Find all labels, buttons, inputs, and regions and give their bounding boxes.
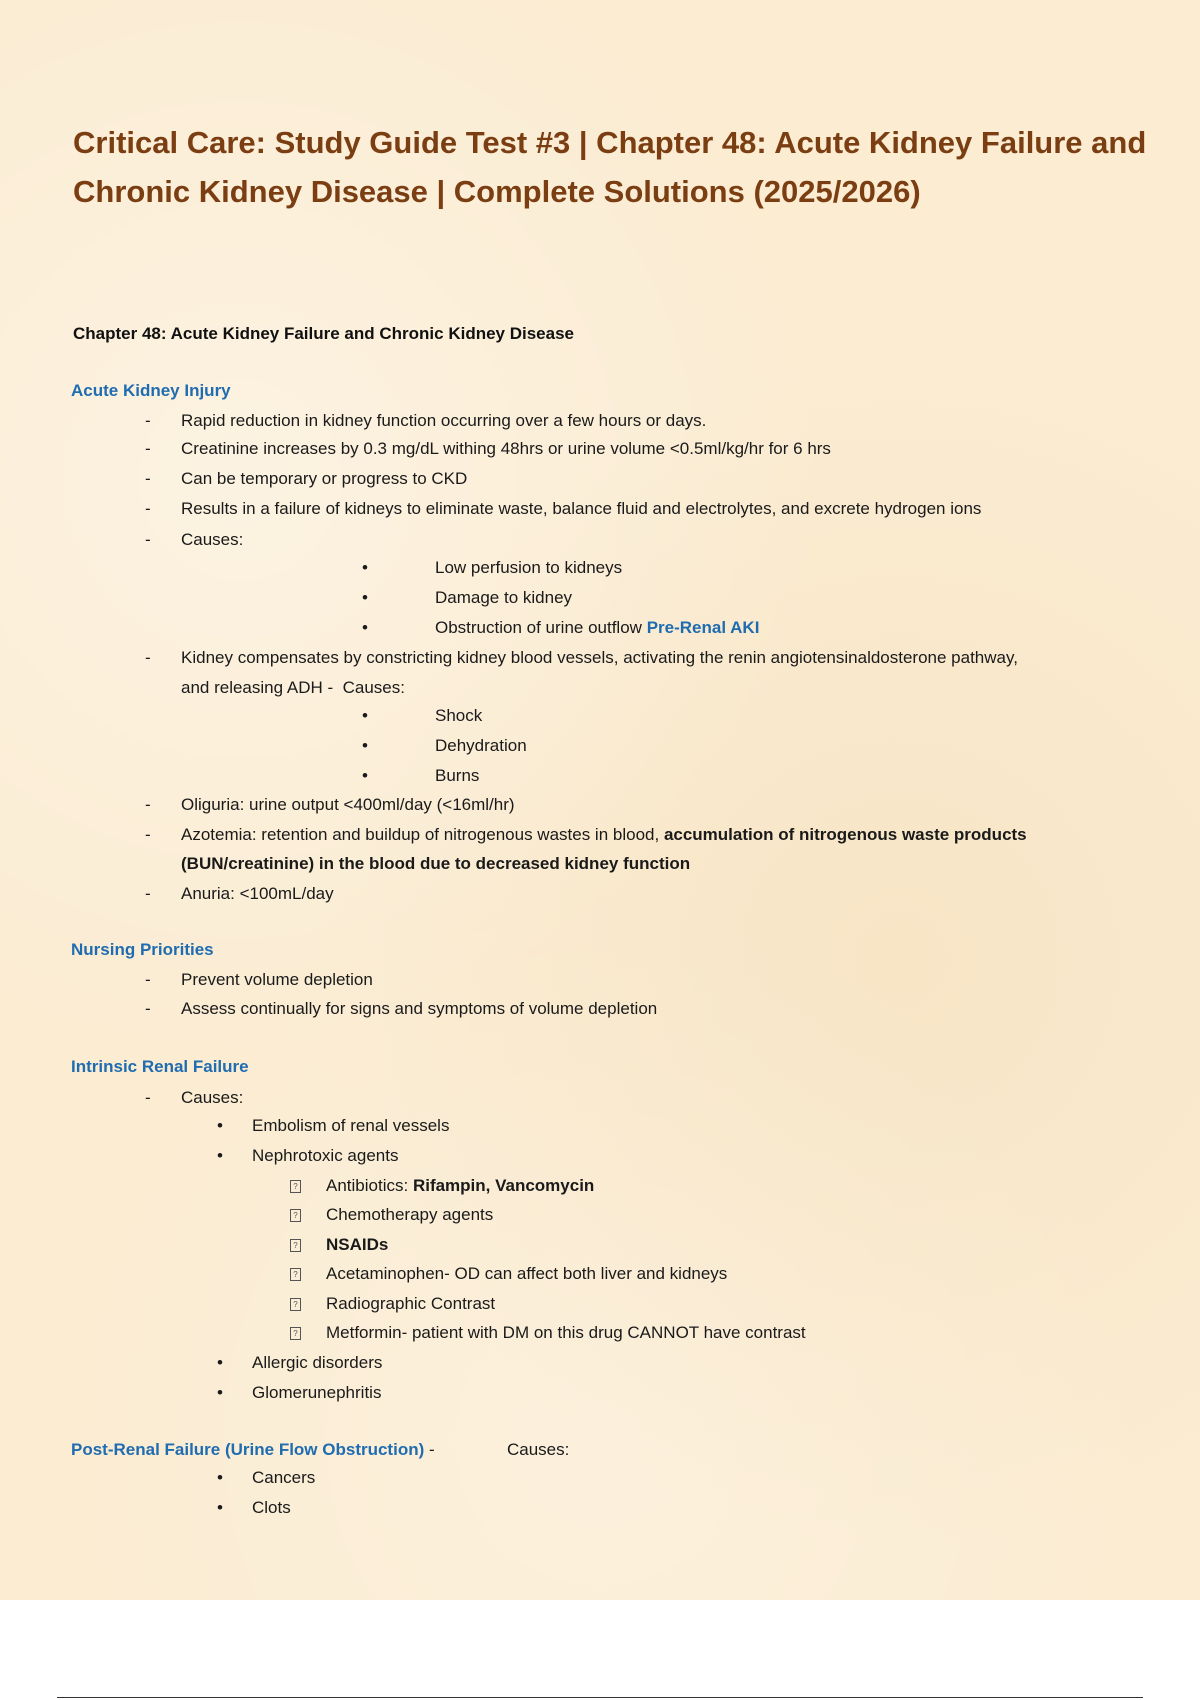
- box-marker: ?: [290, 1209, 301, 1222]
- list-item: Nephrotoxic agents: [252, 1146, 399, 1165]
- list-item: Oliguria: urine output <400ml/day (<16ml/hr): [181, 795, 515, 814]
- box-marker: ?: [290, 1298, 301, 1311]
- dash-marker: -: [145, 530, 151, 549]
- list-item: Chemotherapy agents: [326, 1205, 494, 1224]
- list-item: [181, 824, 1027, 846]
- azotemia-bold: accumulation of nitrogenous waste products: [663, 825, 1027, 844]
- box-marker: ?: [290, 1239, 301, 1252]
- section-heading-intrinsic: Intrinsic Renal Failure: [71, 1057, 249, 1076]
- list-item: Damage to kidney: [435, 588, 573, 607]
- list-item: Burns: [435, 766, 480, 785]
- antibiotics-drugs: Rifampin, Vancomycin: [412, 1176, 595, 1195]
- list-item: Rapid reduction in kidney function occurring over a few hours or days.: [181, 411, 707, 430]
- bullet-marker: •: [217, 1498, 223, 1517]
- antibiotics-label: Antibiotics:: [326, 1176, 409, 1195]
- dash-marker: -: [145, 970, 151, 989]
- compensates-text: and releasing ADH -: [181, 678, 334, 697]
- bullet-marker: •: [217, 1116, 223, 1135]
- list-item: Radiographic Contrast: [326, 1294, 496, 1313]
- list-item: Prevent volume depletion: [181, 970, 373, 989]
- list-item: Glomerunephritis: [252, 1383, 382, 1402]
- separator: -: [428, 1440, 435, 1459]
- dash-marker: -: [145, 1088, 151, 1107]
- azotemia-text: Azotemia: retention and buildup of nitrogenous wastes in blood,: [181, 825, 660, 844]
- bullet-marker: •: [217, 1383, 223, 1402]
- dash-marker: -: [145, 795, 151, 814]
- box-marker: ?: [290, 1268, 301, 1281]
- dash-marker: -: [145, 999, 151, 1018]
- list-item: Cancers: [252, 1468, 316, 1487]
- dash-marker: -: [145, 469, 151, 488]
- section-heading-postrenal: Post-Renal Failure (Urine Flow Obstruction): [71, 1440, 425, 1459]
- list-item: Causes:: [181, 1088, 244, 1107]
- list-item: [326, 1175, 594, 1197]
- bullet-marker: •: [362, 766, 368, 785]
- list-item: Dehydration: [435, 736, 527, 755]
- list-item: Clots: [252, 1498, 291, 1517]
- bullet-marker: •: [362, 736, 368, 755]
- causes-label: Causes:: [342, 678, 405, 697]
- bullet-marker: •: [362, 706, 368, 725]
- list-item: Kidney compensates by constricting kidney blood vessels, activating the renin angiotensinaldosterone pathway,: [181, 648, 1018, 667]
- causes-label: Causes:: [507, 1440, 570, 1459]
- bullet-marker: •: [217, 1353, 223, 1372]
- dash-marker: -: [145, 499, 151, 518]
- footer-rule: [57, 1697, 1143, 1698]
- section-heading-aki: Acute Kidney Injury: [71, 381, 231, 400]
- list-item: Results in a failure of kidneys to eliminate waste, balance fluid and electrolytes, and excrete hydrogen ions: [181, 499, 982, 518]
- dash-marker: -: [145, 439, 151, 458]
- dash-marker: -: [145, 411, 151, 430]
- section-heading-nursing: Nursing Priorities: [71, 940, 214, 959]
- list-item: Allergic disorders: [252, 1353, 383, 1372]
- list-item: Causes:: [181, 530, 244, 549]
- list-item: Low perfusion to kidneys: [435, 558, 623, 577]
- dash-marker: -: [145, 648, 151, 667]
- list-item: [435, 617, 759, 639]
- box-marker: ?: [290, 1180, 301, 1193]
- list-item: Embolism of renal vessels: [252, 1116, 450, 1135]
- list-item: Acetaminophen- OD can affect both liver and kidneys: [326, 1264, 728, 1283]
- list-item-continued: (BUN/creatinine) in the blood due to decreased kidney function: [181, 854, 691, 873]
- list-item: NSAIDs: [326, 1235, 389, 1254]
- list-item: Can be temporary or progress to CKD: [181, 469, 468, 488]
- dash-marker: -: [145, 825, 151, 844]
- cause-text: Obstruction of urine outflow: [435, 618, 642, 637]
- prerenal-heading: Pre-Renal AKI: [646, 618, 760, 637]
- dash-marker: -: [145, 884, 151, 903]
- list-item: Metformin- patient with DM on this drug CANNOT have contrast: [326, 1323, 806, 1342]
- bullet-marker: •: [362, 618, 368, 637]
- list-item: Assess continually for signs and symptoms of volume depletion: [181, 999, 658, 1018]
- bullet-marker: •: [362, 588, 368, 607]
- box-marker: ?: [290, 1327, 301, 1340]
- bullet-marker: •: [217, 1146, 223, 1165]
- chapter-heading: Chapter 48: Acute Kidney Failure and Chronic Kidney Disease: [73, 324, 575, 343]
- document-title: Critical Care: Study Guide Test #3 | Chapter 48: Acute Kidney Failure and Chronic Kidney Disease | Complete Solutions (2025/2026): [73, 125, 1147, 209]
- bullet-marker: •: [362, 558, 368, 577]
- postrenal-heading-line: [71, 1439, 435, 1461]
- list-item: Anuria: <100mL/day: [181, 884, 334, 903]
- list-item: Creatinine increases by 0.3 mg/dL withing 48hrs or urine volume <0.5ml/kg/hr for 6 hrs: [181, 439, 831, 458]
- list-item: Shock: [435, 706, 483, 725]
- bullet-marker: •: [217, 1468, 223, 1487]
- list-item-continued: [181, 677, 405, 699]
